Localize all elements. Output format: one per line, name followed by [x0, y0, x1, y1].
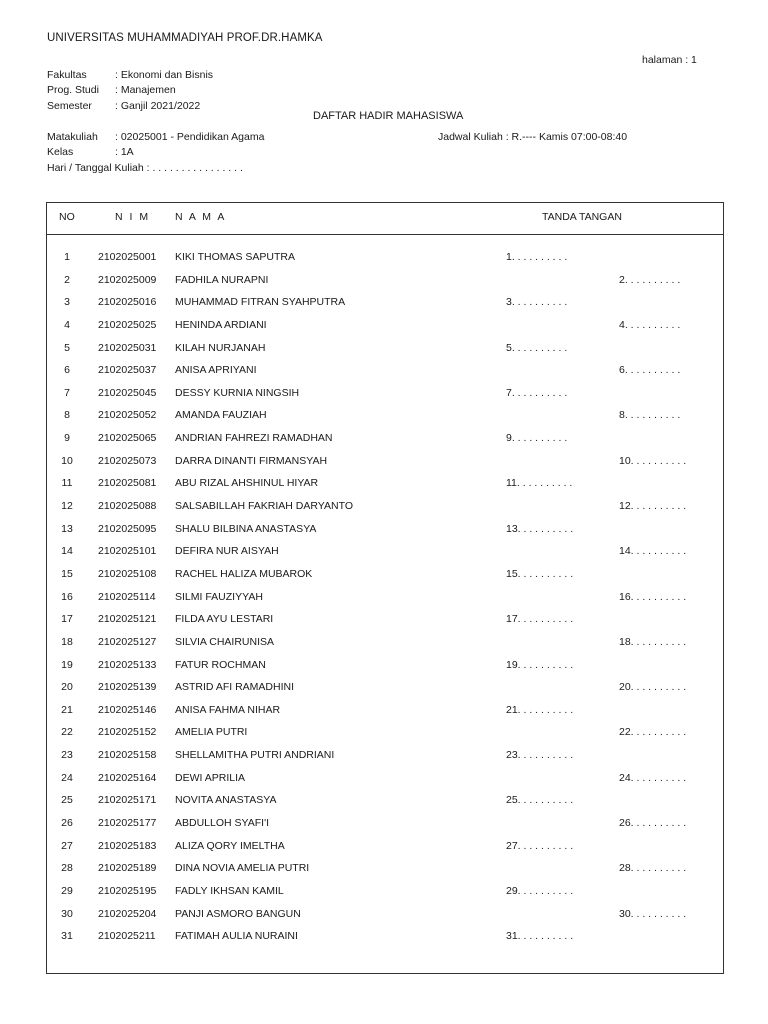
signature-line: 2. . . . . . . . . .: [619, 273, 681, 286]
row-nama: SHALU BILBINA ANASTASYA: [175, 522, 317, 535]
matakuliah-value: : 02025001 - Pendidikan Agama: [115, 131, 265, 143]
row-nim: 2102025081: [98, 477, 157, 490]
row-number: 14: [61, 545, 73, 558]
row-nama: SALSABILLAH FAKRIAH DARYANTO: [175, 500, 353, 513]
row-nim: 2102025195: [98, 884, 157, 897]
table-row: [47, 704, 723, 727]
row-nim: 2102025183: [98, 839, 157, 852]
row-nama: RACHEL HALIZA MUBAROK: [175, 567, 313, 580]
signature-line: 5. . . . . . . . . .: [506, 341, 568, 354]
row-number: 25: [61, 794, 73, 807]
table-row: [47, 296, 723, 319]
row-nama: SILVIA CHAIRUNISA: [175, 635, 275, 648]
semester-value: : Ganjil 2021/2022: [115, 100, 201, 112]
row-number: 4: [64, 318, 70, 331]
table-row: [47, 387, 723, 410]
row-nim: 2102025031: [98, 341, 157, 354]
row-number: 2: [64, 273, 70, 286]
row-number: 29: [61, 884, 73, 897]
table-row: [47, 636, 723, 659]
table-row: [47, 500, 723, 523]
table-row: [47, 568, 723, 591]
university-name: UNIVERSITAS MUHAMMADIYAH PROF.DR.HAMKA: [47, 32, 323, 44]
row-nama: ANISA APRIYANI: [175, 364, 257, 377]
signature-line: 28. . . . . . . . . .: [619, 862, 687, 875]
row-nim: 2102025189: [98, 862, 157, 875]
row-nama: DEWI APRILIA: [175, 771, 246, 784]
signature-line: 22. . . . . . . . . .: [619, 726, 687, 739]
row-nama: PANJI ASMORO BANGUN: [175, 907, 301, 920]
table-row: [47, 862, 723, 885]
row-nim: 2102025001: [98, 251, 157, 263]
table-row: [47, 342, 723, 365]
row-nama: ANISA FAHMA NIHAR: [175, 703, 281, 716]
signature-line: 1. . . . . . . . . .: [506, 251, 568, 263]
row-nama: DEFIRA NUR AISYAH: [175, 545, 279, 558]
row-nim: 2102025171: [98, 794, 157, 807]
row-nama: SILMI FAUZIYYAH: [175, 590, 263, 603]
row-nim: 2102025177: [98, 817, 157, 830]
table-row: [47, 659, 723, 682]
row-number: 16: [61, 590, 73, 603]
header-nama: N A M A: [175, 211, 227, 223]
signature-line: 14. . . . . . . . . .: [619, 545, 687, 558]
table-row: [47, 274, 723, 297]
row-nim: 2102025101: [98, 545, 157, 558]
row-nim: 2102025127: [98, 635, 157, 648]
signature-line: 11. . . . . . . . . .: [506, 477, 573, 490]
row-nama: MUHAMMAD FITRAN SYAHPUTRA: [175, 296, 346, 309]
row-nim: 2102025146: [98, 703, 157, 716]
row-nama: ANDRIAN FAHREZI RAMADHAN: [175, 432, 333, 445]
table-row: [47, 251, 723, 274]
row-nim: 2102025204: [98, 907, 157, 920]
row-nim: 2102025139: [98, 681, 157, 694]
signature-line: 29. . . . . . . . . .: [506, 884, 574, 897]
table-row: [47, 681, 723, 704]
table-row: [47, 885, 723, 908]
signature-line: 8. . . . . . . . . .: [619, 409, 681, 422]
row-number: 26: [61, 817, 73, 830]
row-nim: 2102025065: [98, 432, 157, 445]
page-number: halaman : 1: [642, 54, 697, 66]
row-number: 7: [64, 386, 70, 399]
row-nama: FADLY IKHSAN KAMIL: [175, 884, 284, 897]
row-nim: 2102025158: [98, 749, 157, 762]
signature-line: 17. . . . . . . . . .: [506, 613, 574, 626]
signature-line: 21. . . . . . . . . .: [506, 703, 574, 716]
row-number: 23: [61, 749, 73, 762]
matakuliah-label: Matakuliah: [47, 131, 98, 143]
row-nama: AMELIA PUTRI: [175, 726, 248, 739]
row-nama: DESSY KURNIA NINGSIH: [175, 386, 300, 399]
row-number: 10: [61, 454, 73, 467]
row-nama: KILAH NURJANAH: [175, 341, 266, 354]
row-nim: 2102025095: [98, 522, 157, 535]
signature-line: 3. . . . . . . . . .: [506, 296, 568, 309]
semester-label: Semester: [47, 100, 92, 112]
table-row: [47, 930, 723, 953]
row-nama: SHELLAMITHA PUTRI ANDRIANI: [175, 749, 335, 762]
row-nama: FILDA AYU LESTARI: [175, 613, 274, 626]
signature-line: 27. . . . . . . . . .: [506, 839, 574, 852]
kelas-value: : 1A: [115, 146, 134, 158]
signature-line: 4. . . . . . . . . .: [619, 318, 681, 331]
row-nim: 2102025016: [98, 296, 157, 309]
row-nama: FADHILA NURAPNI: [175, 273, 269, 286]
fakultas-label: Fakultas: [47, 69, 87, 81]
signature-line: 19. . . . . . . . . .: [506, 658, 574, 671]
header-tanda-tangan: TANDA TANGAN: [542, 211, 622, 223]
hari-tanggal-label: Hari / Tanggal Kuliah : . . . . . . . . . . . . . . . .: [47, 162, 243, 174]
kelas-label: Kelas: [47, 146, 74, 158]
row-nama: KIKI THOMAS SAPUTRA: [175, 251, 295, 263]
signature-line: 16. . . . . . . . . .: [619, 590, 687, 603]
row-number: 3: [64, 296, 70, 309]
signature-line: 15. . . . . . . . . .: [506, 567, 574, 580]
row-nama: DINA NOVIA AMELIA PUTRI: [175, 862, 310, 875]
row-nama: FATIMAH AULIA NURAINI: [175, 930, 298, 943]
table-row: [47, 545, 723, 568]
signature-line: 18. . . . . . . . . .: [619, 635, 687, 648]
row-number: 19: [61, 658, 73, 671]
row-nama: HENINDA ARDIANI: [175, 318, 267, 331]
table-row: [47, 817, 723, 840]
row-nim: 2102025121: [98, 613, 157, 626]
row-number: 24: [61, 771, 73, 784]
row-nim: 2102025037: [98, 364, 157, 377]
row-number: 21: [61, 703, 73, 716]
row-number: 18: [61, 635, 73, 648]
prodi-value: : Manajemen: [115, 84, 176, 96]
fakultas-value: : Ekonomi dan Bisnis: [115, 69, 214, 81]
row-number: 13: [61, 522, 73, 535]
signature-line: 13. . . . . . . . . .: [506, 522, 574, 535]
signature-line: 9. . . . . . . . . .: [506, 432, 568, 445]
header-divider: [47, 234, 723, 235]
table-row: [47, 794, 723, 817]
table-row: [47, 591, 723, 614]
table-row: [47, 613, 723, 636]
table-row: [47, 319, 723, 342]
table-row: [47, 477, 723, 500]
signature-line: 30. . . . . . . . . .: [619, 907, 687, 920]
row-nama: ALIZA QORY IMELTHA: [175, 839, 285, 852]
row-nim: 2102025114: [98, 590, 156, 603]
row-nim: 2102025009: [98, 273, 157, 286]
row-nim: 2102025073: [98, 454, 157, 467]
row-number: 12: [61, 500, 73, 513]
row-nim: 2102025164: [98, 771, 157, 784]
row-nama: ASTRID AFI RAMADHINI: [175, 681, 295, 694]
row-nim: 2102025211: [98, 930, 156, 943]
row-number: 1: [64, 251, 70, 263]
row-nama: AMANDA FAUZIAH: [175, 409, 267, 422]
row-nim: 2102025108: [98, 567, 157, 580]
signature-line: 25. . . . . . . . . .: [506, 794, 574, 807]
row-nim: 2102025045: [98, 386, 157, 399]
table-row: [47, 364, 723, 387]
row-number: 22: [61, 726, 73, 739]
header-nim: N I M: [115, 211, 151, 223]
signature-line: 24. . . . . . . . . .: [619, 771, 687, 784]
table-row: [47, 772, 723, 795]
row-nim: 2102025133: [98, 658, 157, 671]
row-number: 17: [61, 613, 73, 626]
row-number: 31: [61, 930, 73, 943]
attendance-table: [46, 202, 724, 974]
prodi-label: Prog. Studi: [47, 84, 99, 96]
row-number: 8: [64, 409, 70, 422]
row-number: 28: [61, 862, 73, 875]
row-number: 5: [64, 341, 70, 354]
signature-line: 31. . . . . . . . . .: [506, 930, 574, 943]
table-row: [47, 840, 723, 863]
row-number: 20: [61, 681, 73, 694]
row-nama: FATUR ROCHMAN: [175, 658, 266, 671]
table-row: [47, 726, 723, 749]
signature-line: 20. . . . . . . . . .: [619, 681, 687, 694]
header-no: NO: [59, 211, 75, 223]
row-nama: NOVITA ANASTASYA: [175, 794, 277, 807]
table-row: [47, 455, 723, 478]
table-row: [47, 409, 723, 432]
signature-line: 7. . . . . . . . . .: [506, 386, 568, 399]
row-nama: ABDULLOH SYAFI'I: [175, 817, 270, 830]
row-nama: DARRA DINANTI FIRMANSYAH: [175, 454, 328, 467]
table-row: [47, 749, 723, 772]
signature-line: 12. . . . . . . . . .: [619, 500, 687, 513]
row-nim: 2102025052: [98, 409, 157, 422]
row-nim: 2102025025: [98, 318, 157, 331]
row-number: 11: [61, 477, 73, 490]
table-row: [47, 908, 723, 931]
row-number: 9: [64, 432, 70, 445]
table-body: [47, 251, 723, 953]
document-title: DAFTAR HADIR MAHASISWA: [313, 110, 464, 122]
signature-line: 26. . . . . . . . . .: [619, 817, 687, 830]
signature-line: 10. . . . . . . . . .: [619, 454, 687, 467]
row-nim: 2102025088: [98, 500, 157, 513]
signature-line: 23. . . . . . . . . .: [506, 749, 574, 762]
row-number: 6: [64, 364, 70, 377]
row-number: 30: [61, 907, 73, 920]
signature-line: 6. . . . . . . . . .: [619, 364, 681, 377]
jadwal-kuliah: Jadwal Kuliah : R.---- Kamis 07:00-08:40: [438, 131, 628, 143]
table-row: [47, 432, 723, 455]
row-number: 27: [61, 839, 73, 852]
row-nim: 2102025152: [98, 726, 157, 739]
table-row: [47, 523, 723, 546]
row-number: 15: [61, 567, 73, 580]
row-nama: ABU RIZAL AHSHINUL HIYAR: [175, 477, 319, 490]
